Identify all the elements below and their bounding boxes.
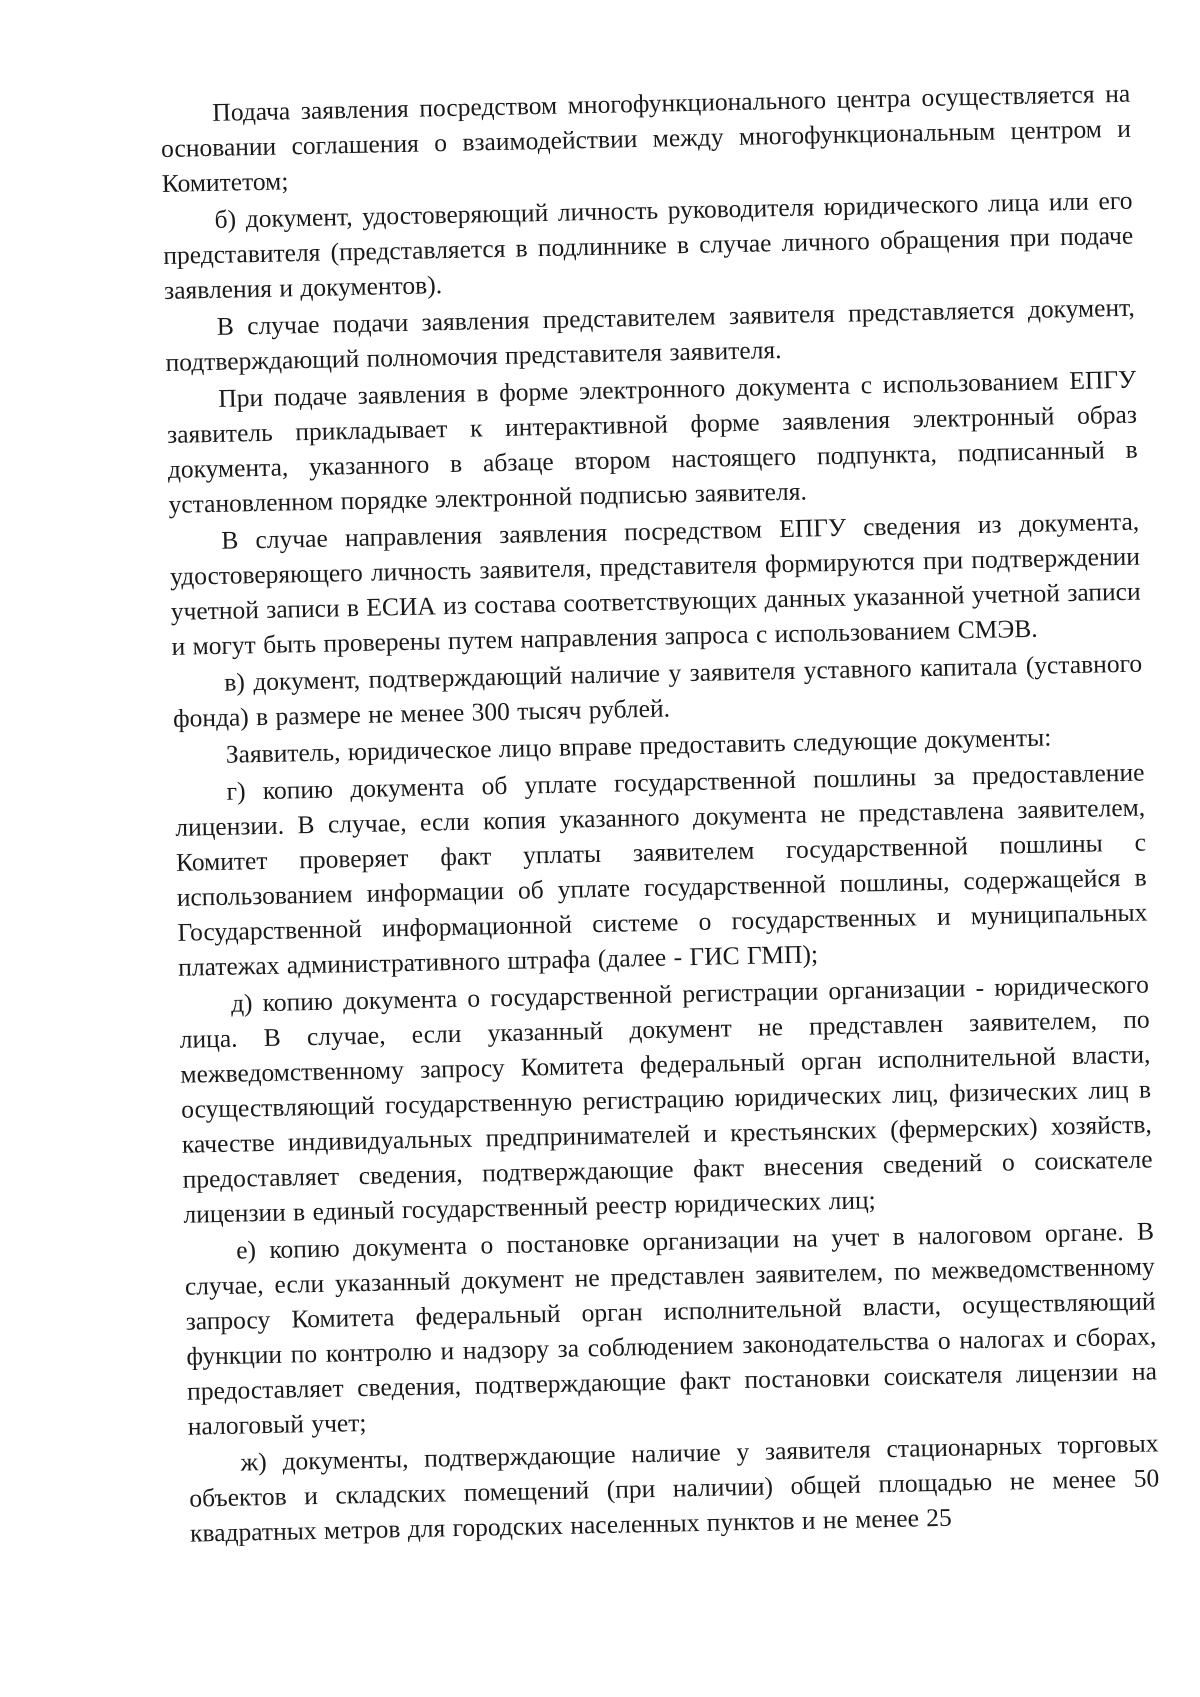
paragraph-epgu-electronic: При подаче заявления в форме электронного документа с использованием ЕПГУ заявитель прикладывает к интерактивной форме заявления электронный образ документа, указанного в абзаце втором настоящего подпункта, подписанный в установленном порядке электронной подписью заявителя. [166, 364, 1138, 519]
paragraph-item-g: г) копию документа об уплате государственной пошлины за предоставление лицензии. В случае, если копия указанного документа не представлена заявителем, Комитет проверяет факт уплаты заявителем государственной пошлины с использованием информации об уплате государственной пошлины, содержащейся в Государственной информационной системе о государственных и муниципальных платежах административного штрафа (далее - ГИС ГМП); [175, 757, 1148, 982]
document-page [160, 76, 1160, 1553]
paragraph-item-b: б) документ, удостоверяющий личность руководителя юридического лица или его представителя (представляется в подлиннике в случае личного обращения при подаче заявления и документов). [163, 185, 1134, 305]
paragraph-esia-verification: В случае направления заявления посредством ЕПГУ сведения из документа, удостоверяющего личность заявителя, представителя формируются при подтверждении учетной записи в ЕСИА из состава соответствующих данных указанной учетной записи и могут быть проверены путем направления запроса с использованием СМЭВ. [169, 506, 1141, 661]
paragraph-representative: В случае подачи заявления представителем заявителя представляется документ, подтверждающий полномочия представителя заявителя. [165, 292, 1135, 377]
paragraph-item-d: д) копию документа о государственной регистрации организации - юридического лица. В случае, если указанный документ не представлен заявителем, по межведомственному запросу Комитета федеральный орган исполнительной власти, осуществляющий государственную регистрацию юридических лиц, физических лиц в качестве индивидуальных предпринимателей и крестьянских (фермерских) хозяйств, предоставляет сведения, подтверждающие факт внесения сведений о соискателе лицензии в единый государственный реестр юридических лиц; [179, 969, 1153, 1229]
paragraph-optional-documents: Заявитель, юридическое лицо вправе предоставить следующие документы: [225, 722, 1052, 769]
paragraph-item-e: е) копию документа о постановке организации на учет в налоговом органе. В случае, если указанный документ не представлен заявителем, по межведомственному запросу Комитета федеральный орган исполнительной власти, осуществляющий функции по контролю и надзору за соблюдением законодательства о налогах и сборах, предоставляет сведения, подтверждающие факт постановки соискателя лицензии на налоговый учет; [184, 1216, 1158, 1441]
paragraph-mfc-submission: Подача заявления посредством многофункционального центра осуществляется на основании соглашения о взаимодействии между многофункциональным центром и Комитетом; [160, 78, 1132, 198]
paragraph-item-zh: ж) документы, подтверждающие наличие у заявителя стационарных торговых объектов и складских помещений (при наличии) общей площадью не менее 50 квадратных метров для городских населенных пунктов и не менее 25 [189, 1428, 1160, 1548]
paragraph-item-v: в) документ, подтверждающий наличие у заявителя уставного капитала (уставного фонда) в размере не менее 300 тысяч рублей. [172, 648, 1143, 733]
